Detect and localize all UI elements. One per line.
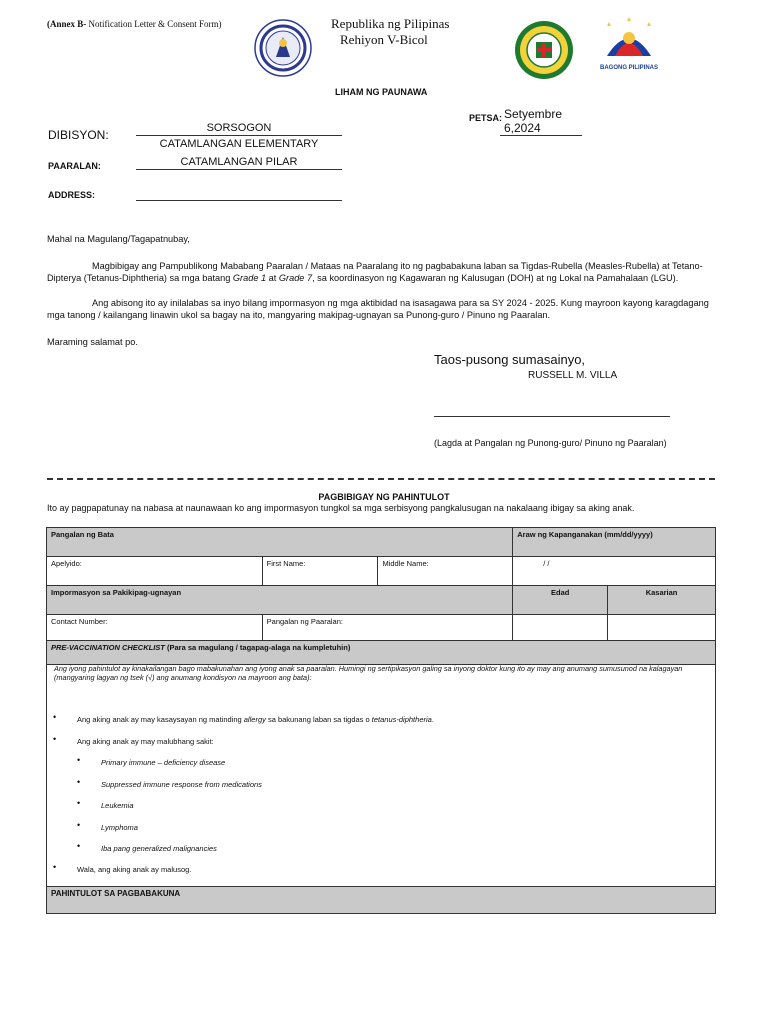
letter-title: LIHAM NG PAUNAWA [335, 87, 428, 97]
bagong-pilipinas-text: BAGONG PILIPINAS [599, 65, 658, 71]
signatory-name: RUSSELL M. VILLA [528, 370, 618, 381]
checklist-sub-leukemia[interactable]: Leukemia [101, 801, 134, 810]
bagong-pilipinas-icon [597, 16, 661, 62]
bullet-icon: • [53, 712, 57, 722]
birthdate-cell[interactable]: / / [513, 557, 716, 586]
edad-cell[interactable] [513, 615, 608, 641]
checklist-sub-suppressed[interactable]: Suppressed immune response from medications [101, 780, 262, 789]
checklist-item-allergy[interactable]: Ang aking anak ay may kasaysayan ng matinding allergy sa bakunang laban sa tigdas o tetanus-diphtheria. [77, 715, 434, 724]
first-name-cell[interactable]: First Name: [262, 557, 378, 586]
consent-intro: Ito ay pagpapatunay na nabasa at naunawaan ko ang impormasyon tungkol sa mga serbisyong pangkalusugan na nakalaang ibigay sa aking anak. [47, 503, 635, 513]
pahintulot-header: PAHINTULOT SA PAGBABAKUNA [46, 886, 716, 914]
paaralan-field-line1[interactable]: CATAMLANGAN ELEMENTARY [159, 138, 319, 150]
address-field[interactable] [136, 188, 342, 201]
annex-label: (Annex B- Notification Letter & Consent Form) [47, 19, 222, 29]
cut-line [47, 478, 715, 480]
edad-header: Edad [513, 586, 608, 615]
middle-name-cell[interactable]: Middle Name: [378, 557, 513, 586]
bagong-pilipinas-logo [597, 16, 661, 72]
petsa-field[interactable]: Setyembre 6,2024 [500, 107, 582, 136]
consent-form-table [46, 527, 716, 665]
salutation: Mahal na Magulang/Tagapatnubay, [47, 234, 190, 244]
bullet-icon: • [77, 777, 81, 787]
checklist-sub-lymphoma[interactable]: Lymphoma [101, 823, 138, 832]
deped-seal-icon [254, 19, 312, 77]
signature-line[interactable] [434, 416, 670, 417]
doh-seal-icon [514, 20, 574, 80]
checklist-sub-malignancies[interactable]: Iba pang generalized malignancies [101, 844, 217, 853]
araw-kapanganakan-header: Araw ng Kapanganakan (mm/dd/yyyy) [513, 528, 716, 557]
address-label: ADDRESS: [48, 190, 96, 200]
paaralan-label: PAARALAN: [48, 161, 101, 171]
pangalan-bata-header: Pangalan ng Bata [47, 528, 513, 557]
signature-caption: (Lagda at Pangalan ng Punong-guro/ Pinuno ng Paaralan) [434, 438, 667, 448]
apelyido-cell[interactable]: Apelyido: [47, 557, 263, 586]
bullet-icon: • [53, 862, 57, 872]
paragraph-1: Magbibigay ang Pampublikong Mababang Paaralan / Mataas na Paaralang ito ng pagbabakuna laban sa Tigdas-Rubella (Measles-Rubella) at Tetano-Dipterya (Tetanus-Diphtheria) sa mga batang Grade 1 at Grade 7, sa koordinasyon ng Kagawaran ng Kalusugan (DOH) at ng Lokal na Pamahalaan (LGU). [47, 261, 703, 283]
bullet-icon: • [77, 841, 81, 851]
bullet-icon: • [77, 820, 81, 830]
bullet-icon: • [77, 798, 81, 808]
checklist-intro: Ang iyong pahintulot ay kinakailangan bago mabakunahan ang iyong anak sa paaralan. Humingi ng sertipikasyon galing sa inyong doktor kung ito ay may ang anumang sumusunod na kalagayan (mangyaring lagyan ng tsek (√) ang anumang kondisyon na mayroon ang bata): [54, 664, 683, 682]
checklist-box [46, 664, 716, 887]
pangalan-paaralan-cell[interactable]: Pangalan ng Paaralan: [262, 615, 513, 641]
petsa-label: PETSA: [469, 113, 503, 123]
thanks-text: Maraming salamat po. [47, 337, 138, 347]
checklist-header: PRE-VACCINATION CHECKLIST (Para sa magulang / tagapag-alaga na kumpletuhin) [47, 641, 716, 665]
checklist-item-sakit[interactable]: Ang aking anak ay may malubhang sakit: [77, 737, 214, 746]
consent-title: PAGBIBIGAY NG PAHINTULOT [318, 492, 450, 502]
dibisyon-label: DIBISYON: [48, 128, 109, 142]
bullet-icon: • [77, 755, 81, 765]
republic-header: Republika ng Pilipinas Rehiyon V-Bicol [331, 16, 450, 47]
checklist-sub-primary[interactable]: Primary immune – deficiency disease [101, 758, 226, 767]
impormasyon-header: Impormasyon sa Pakikipag-ugnayan [47, 586, 513, 615]
paragraph-2: Ang abisong ito ay inilalabas sa inyo bilang impormasyon ng mga aktibidad na isasagawa para sa SY 2024 - 2025. Kung mayroon kayong karagdagang mga tanong / kailangang linawin ukol sa bagay na ito, mangyaring makipag-ugnayan sa Punong-guro / Pinuno ng Paaralan. [47, 298, 709, 320]
bullet-icon: • [53, 734, 57, 744]
paaralan-field-line2[interactable]: CATAMLANGAN PILAR [136, 156, 342, 170]
checklist-item-malusog[interactable]: Wala, ang aking anak ay malusog. [77, 865, 192, 874]
closing-text: Taos-pusong sumasainyo, [434, 352, 586, 367]
kasarian-header: Kasarian [608, 586, 716, 615]
dibisyon-field[interactable]: SORSOGON [136, 122, 342, 136]
contact-number-cell[interactable]: Contact Number: [47, 615, 263, 641]
kasarian-cell[interactable] [608, 615, 716, 641]
